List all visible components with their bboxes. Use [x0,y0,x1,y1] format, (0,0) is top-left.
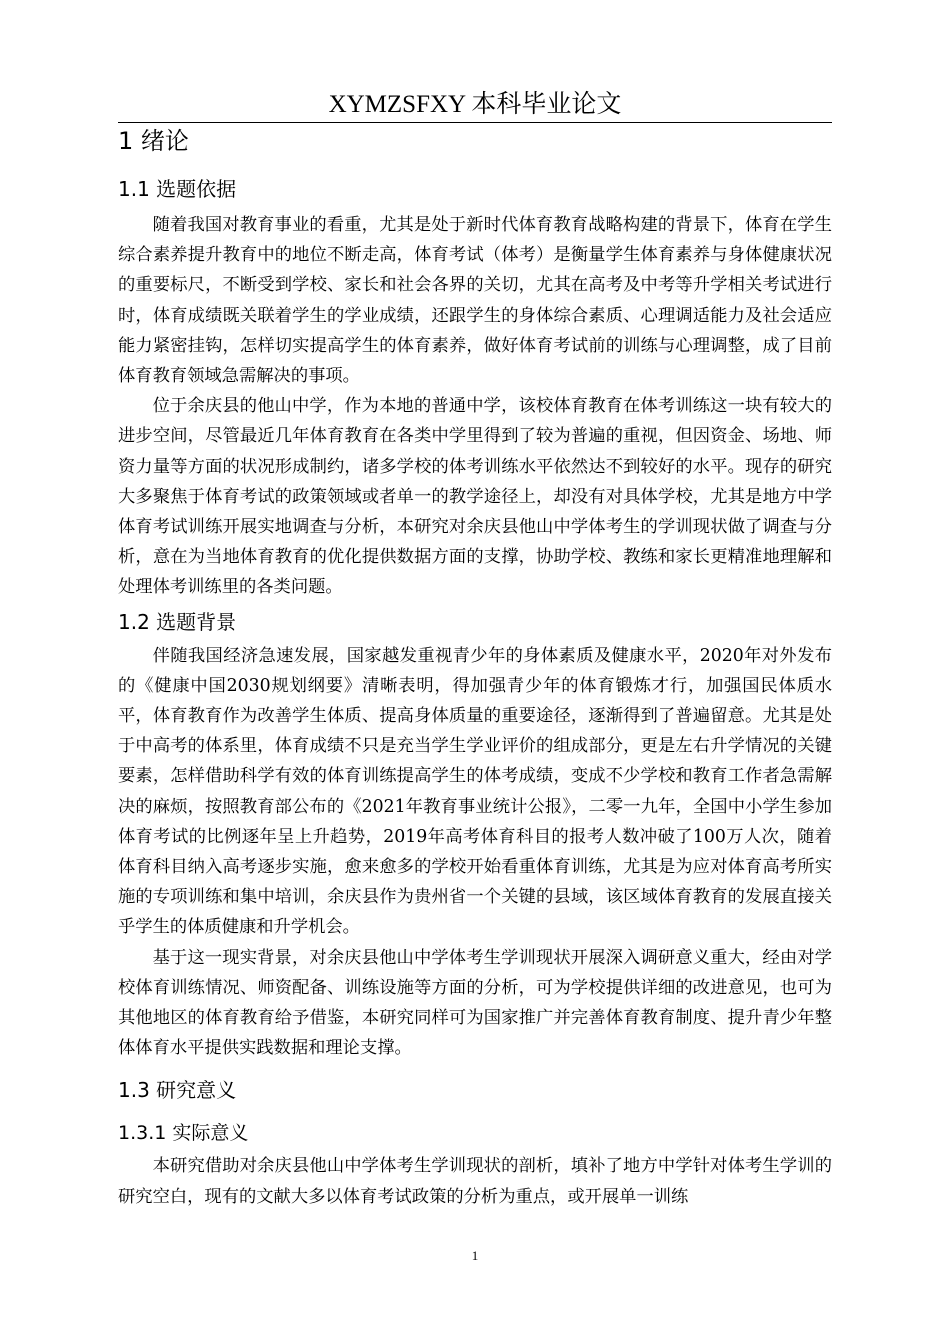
section-1-2-paragraph-1: 伴随我国经济急速发展，国家越发重视青少年的身体素质及健康水平，2020年对外发布的《健康中国2030规划纲要》清晰表明，得加强青少年的体育锻炼才行，加强国民体质水平，体育教育作为改善学生体质、提高身体质量的重要途径，逐渐得到了普遍留意。尤其是处于中高考的体系里，体育成绩不只是充当学生学业评价的组成部分，更是左右升学情况的关键要素，怎样借助科学有效的体育训练提高学生的体考成绩，变成不少学校和教育工作者急需解决的麻烦，按照教育部公布的《2021年教育事业统计公报》，二零一九年，全国中小学生参加体育考试的比例逐年呈上升趋势，2019年高考体育科目的报考人数冲破了100万人次，随着体育科目纳入高考逐步实施，愈来愈多的学校开始看重体育训练，尤其是为应对体育高考所实施的专项训练和集中培训，余庆县作为贵州省一个关键的县域，该区域体育教育的发展直接关乎学生的体质健康和升学机会。 [118,645,832,938]
page-content [118,122,832,1212]
section-1-3-1-title: 1.3.1 实际意义 [118,1122,249,1145]
section-1-3-title: 1.3 研究意义 [118,1078,237,1103]
section-1-2-paragraph-2: 基于这一现实背景，对余庆县他山中学体考生学训现状开展深入调研意义重大，经由对学校体育训练情况、师资配备、训练设施等方面的分析，可为学校提供详细的改进意见，也可为其他地区的体育教育给予借鉴，本研究同样可为国家推广并完善体育教育制度、提升青少年整体体育水平提供实践数据和理论支撑。 [118,947,832,1059]
section-1-1-title: 1.1 选题依据 [118,177,237,201]
section-1-3-1-paragraph-1: 本研究借助对余庆县他山中学体考生学训现状的剖析，填补了地方中学针对体考生学训的研究空白，现有的文献大多以体育考试政策的分析为重点，或开展单一训练 [118,1156,832,1207]
section-1-1-paragraph-1: 随着我国对教育事业的看重，尤其是处于新时代体育教育战略构建的背景下，体育在学生综合素养提升教育中的地位不断走高，体育考试（体考）是衡量学生体育素养与身体健康状况的重要标尺，不断受到学校、家长和社会各界的关切，尤其在高考及中考等升学相关考试进行时，体育成绩既关联着学生的学业成绩，还跟学生的身体综合素质、心理调适能力及社会适应能力紧密挂钩，怎样切实提高学生的体育素养，做好体育考试前的训练与心理调整，成了目前体育教育领域急需解决的事项。 [118,215,832,387]
page-number: 1 [471,1248,479,1263]
chapter-title: 1 绪论 [118,127,189,155]
section-1-2-title: 1.2 选题背景 [118,609,237,634]
running-header: XYMZSFXY 本科毕业论文 [328,91,622,118]
section-1-1-paragraph-2: 位于余庆县的他山中学，作为本地的普通中学，该校体育教育在体考训练这一块有较大的进步空间，尽管最近几年体育教育在各类中学里得到了较为普遍的重视，但因资金、场地、师资力量等方面的状况形成制约，诸多学校的体考训练水平依然达不到较好的水平。现存的研究大多聚焦于体育考试的政策领域或者单一的教学途径上，却没有对具体学校，尤其是地方中学体育考试训练开展实地调查与分析，本研究对余庆县他山中学体考生的学训现状做了调查与分析，意在为当地体育教育的优化提供数据方面的支撑，协助学校、教练和家长更精准地理解和处理体考训练里的各类问题。 [118,396,832,598]
